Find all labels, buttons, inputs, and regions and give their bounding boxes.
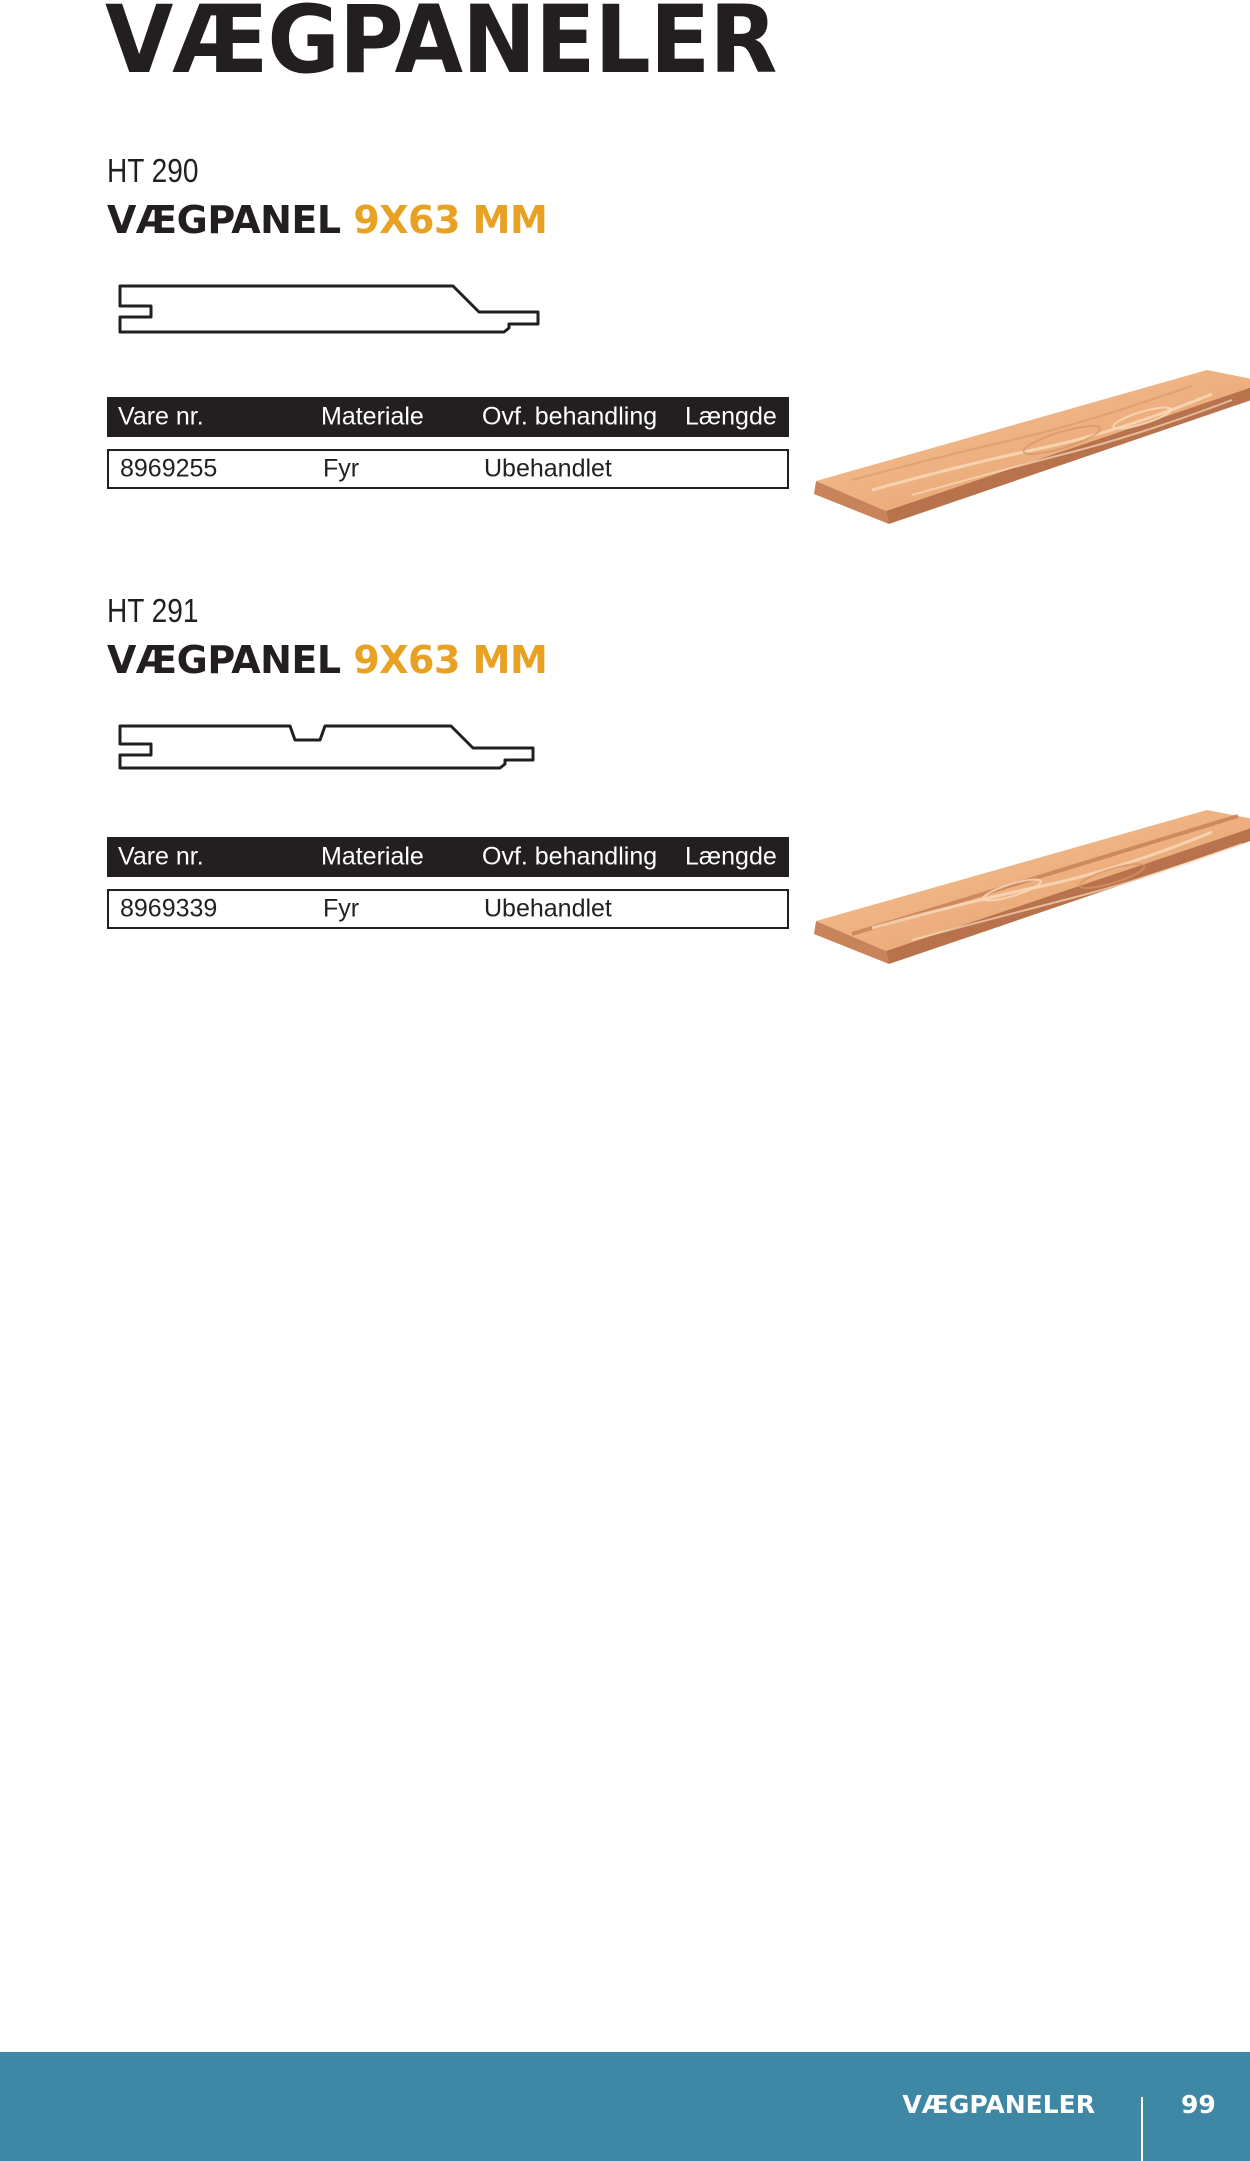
cell-materiale: Fyr: [323, 894, 360, 923]
profile-drawing-ht291: [111, 714, 541, 784]
table-header: [107, 837, 789, 877]
footer-divider: [1141, 2097, 1143, 2161]
cell-behandling: Ubehandlet: [484, 894, 612, 923]
wood-board-image: [812, 810, 1250, 970]
footer-section-label: VÆGPANELER: [902, 2090, 1095, 2119]
header-laengde: Længde: [685, 842, 777, 871]
product-size: 9X63 MM: [353, 638, 548, 682]
header-behandling: Ovf. behandling: [482, 842, 658, 871]
cell-vare-nr: 8969339: [120, 894, 218, 923]
product-ht291: [107, 592, 1227, 1022]
header-vare-nr: Vare nr.: [118, 842, 204, 871]
table-row: [107, 449, 789, 489]
spec-table: [107, 837, 789, 929]
product-code: HT 290: [107, 152, 199, 189]
cell-behandling: Ubehandlet: [484, 454, 612, 483]
spec-table: [107, 397, 789, 489]
product-name-text: VÆGPANEL: [107, 638, 341, 682]
wood-board-image: [812, 370, 1250, 530]
header-behandling: Ovf. behandling: [482, 402, 658, 431]
table-header: [107, 397, 789, 437]
table-row: [107, 889, 789, 929]
header-vare-nr: Vare nr.: [118, 402, 204, 431]
product-name-text: VÆGPANEL: [107, 198, 341, 242]
profile-drawing-ht290: [111, 274, 541, 344]
product-name: [107, 638, 547, 682]
page-number: 99: [1181, 2090, 1216, 2119]
cell-vare-nr: 8969255: [120, 454, 218, 483]
product-size: 9X63 MM: [353, 198, 548, 242]
product-code: HT 291: [107, 592, 199, 629]
cell-materiale: Fyr: [323, 454, 360, 483]
header-materiale: Materiale: [321, 842, 424, 871]
page-title: VÆGPANELER: [105, 0, 777, 95]
product-name: [107, 198, 547, 242]
product-ht290: [107, 152, 1227, 582]
footer-bar: [0, 2052, 1250, 2161]
header-laengde: Længde: [685, 402, 777, 431]
header-materiale: Materiale: [321, 402, 424, 431]
